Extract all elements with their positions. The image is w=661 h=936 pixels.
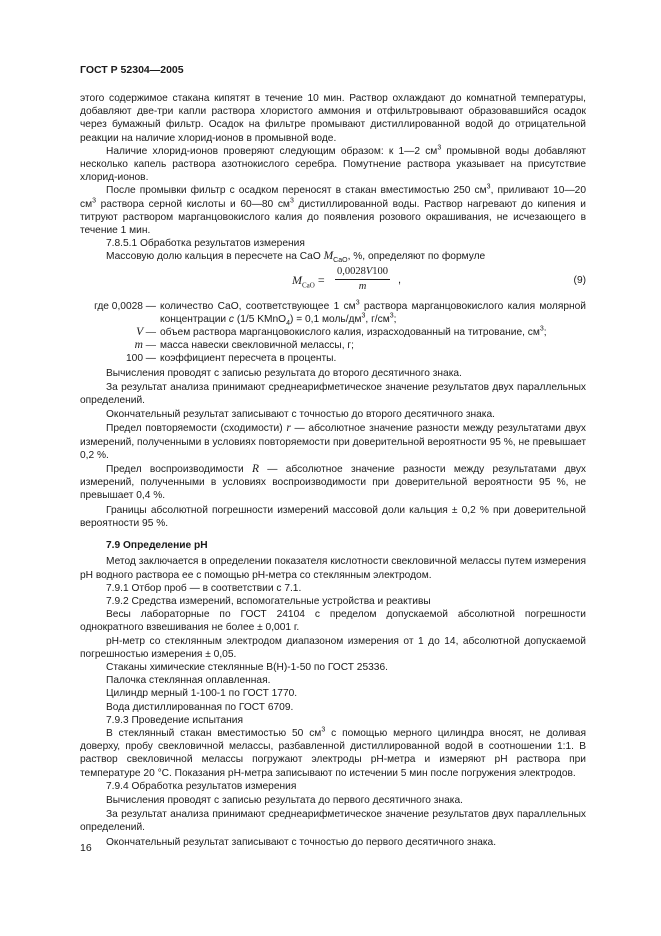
paragraph: Весы лабораторные по ГОСТ 24104 с пределом допускаемой абсолютной погрешности однократного взвешивания не более ± 0,001 г. xyxy=(80,609,586,634)
formula-9: $M_{CaO}$ = $\frac{0,0028V100}{m}$ , (9) xyxy=(292,265,586,292)
paragraph: Окончательный результат записывают с точностью до второго десятичного знака. xyxy=(106,409,495,421)
subsection-heading: 7.9.3 Проведение испытания xyxy=(106,714,243,726)
document-header: ГОСТ Р 52304—2005 xyxy=(80,64,184,76)
subsection-heading: 7.9.1 Отбор проб — в соответствии с 7.1. xyxy=(106,582,302,594)
paragraph: Границы абсолютной погрешности измерений массовой доли кальция ± 0,2 % при доверительной вероятности 95 %. xyxy=(80,504,586,529)
paragraph: Вычисления проводят с записью результата до первого десятичного знака. xyxy=(106,794,463,806)
paragraph: Наличие хлорид-ионов проверяют следующим образом: к 1—2 $см^3$ промывной воды добавляют несколько капель раствора азотнокислого серебра. Помутнение раствора указывает на присутствие хлорид-ионов. xyxy=(80,144,586,184)
paragraph: Вычисления проводят с записью результата до второго десятичного знака. xyxy=(106,367,462,379)
definition-item: V — объем раствора марганцовокислого калия, израсходованный на титрование, $см^3$; xyxy=(136,325,547,339)
definition-item: 100 — коэффициент пересчета в проценты. xyxy=(125,353,337,365)
section-heading: 7.9 Определение pH xyxy=(106,540,208,552)
paragraph: В стеклянный стакан вместимостью 50 $см^3$ с помощью мерного цилиндра вносят, не доливая доверху, пробу свекловичной мелассы, разбавленной дистиллированной водой в соотношении 1:1. В раствор свекловичной мелассы погружают электроды pH-метра и измеряют pH раствора при температуре 20 °С. Показания pH-метра записывают по истечении 5 мин после погружения электродов. xyxy=(80,726,586,779)
paragraph: Окончательный результат записывают с точностью до первого десятичного знака. xyxy=(106,836,497,848)
subsection-heading: 7.9.2 Средства измерений, вспомогательные устройства и реактивы xyxy=(106,595,431,607)
paragraph: Стаканы химические стеклянные В(Н)-1-50 по ГОСТ 25336. xyxy=(106,661,388,673)
paragraph: Предел воспроизводимости R — абсолютное значение разности между результатами двух измерений, полученными в условиях воспроизводимости при доверительной вероятности 95 %, не превышает 0,4 %. xyxy=(80,463,587,502)
definition-item: где 0,0028 — количество CaO, соответствующее 1 $см^3$ раствора марганцовокислого калия молярной концентрации c (1/5 KMnO$_4$) = 0,1 моль/$дм^3$, $г/см^3$; xyxy=(94,299,586,327)
formula-lhs: $M_{CaO}$ = xyxy=(292,272,325,290)
paragraph: pH-метр со стеклянным электродом диапазоном измерения от 1 до 14, абсолютной допускаемой погрешностью измерения ± 0,05. xyxy=(80,635,586,660)
formula-fraction xyxy=(335,266,390,293)
paragraph: Цилиндр мерный 1-100-1 по ГОСТ 1770. xyxy=(106,688,298,700)
paragraph: этого содержимое стакана кипятят в течение 10 мин. Раствор охлаждают до комнатной температуры, добавляют две-три капли раствора хлористого аммония и отфильтровывают образовавшийся осадок через бумажный фильтр. Осадок на фильтре промывают дистиллированной водой до отрицательной реакции на наличие хлорид-ионов в промывной воде. xyxy=(80,93,586,144)
definition-item: m — масса навески свекловичной мелассы, г; xyxy=(134,339,354,352)
paragraph: Метод заключается в определении показателя кислотности свекловичной мелассы путем измерения pH водного раствора ее с помощью pH-метра со стеклянным электродом. xyxy=(80,556,586,581)
equation-number: (9) xyxy=(573,274,586,286)
formula-definitions xyxy=(80,300,586,366)
paragraph: Палочка стеклянная оплавленная. xyxy=(106,675,271,687)
paragraph: Вода дистиллированная по ГОСТ 6709. xyxy=(106,701,294,713)
formula-denominator: m xyxy=(358,280,367,292)
page-number: 16 xyxy=(80,842,92,854)
subsection-heading: 7.8.5.1 Обработка результатов измерения xyxy=(106,238,305,250)
paragraph: Массовую долю кальция в пересчете на CaO $M_{CaO}$, %, определяют по формуле xyxy=(106,250,486,265)
paragraph: За результат анализа принимают среднеарифметическое значение результатов двух параллельных определений. xyxy=(80,809,586,834)
paragraph: За результат анализа принимают среднеарифметическое значение результатов двух параллельных определений. xyxy=(80,381,586,407)
subsection-heading: 7.9.4 Обработка результатов измерения xyxy=(106,780,297,792)
document-body xyxy=(80,92,586,849)
paragraph: Предел повторяемости (сходимости) r — абсолютное значение разности между результатами двух измерений, полученными в условиях повторяемости при доверительной вероятности 95 %, не превышает 0,2 %. xyxy=(80,422,587,461)
paragraph: После промывки фильтр с осадком переносят в стакан вместимостью 250 $см^3$, приливают 10—20 $см^3$ раствора серной кислоты и 60—80 $см^3$ дистиллированной воды. Раствор нагревают до кипения и титруют раствором марганцовокислого калия до появления розового окрашивания, не исчезающего в течение 1 мин. xyxy=(80,184,586,237)
formula-numerator: 0,0028V100 xyxy=(335,266,390,280)
